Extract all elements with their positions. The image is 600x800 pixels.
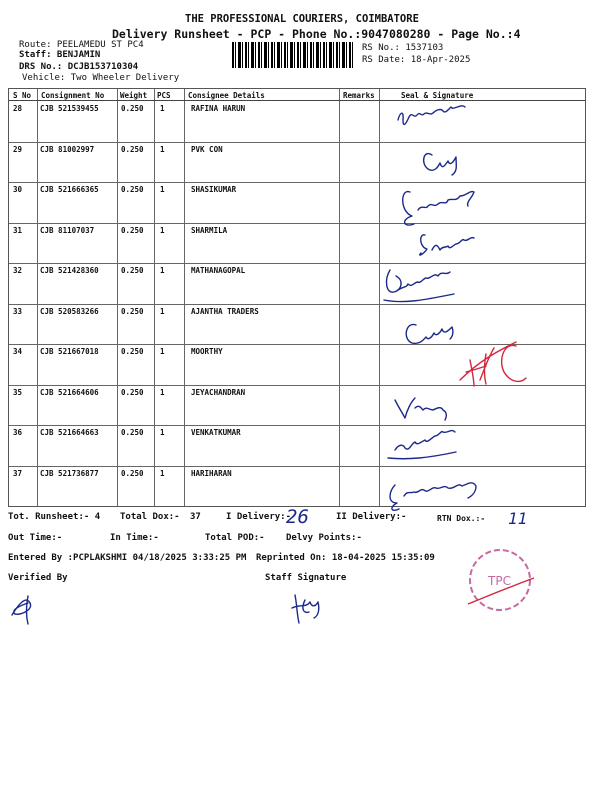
i-delivery-label: I Delivery:- bbox=[226, 512, 292, 522]
row-consignment: CJB 521428360 bbox=[40, 266, 99, 275]
staff-label: Staff: BENJAMIN bbox=[19, 50, 101, 60]
signature-33 bbox=[406, 324, 453, 343]
row-consignee: VENKATKUMAR bbox=[191, 428, 241, 437]
row-sno: 36 bbox=[13, 428, 23, 437]
verified-by-label: Verified By bbox=[8, 573, 68, 583]
row-sno: 32 bbox=[13, 266, 23, 275]
row-consignment: CJB 81002997 bbox=[40, 144, 95, 154]
tpc-stamp bbox=[460, 540, 540, 620]
row-sno: 30 bbox=[13, 185, 23, 194]
col-weight: Weight bbox=[120, 91, 148, 100]
row-weight: 0.250 bbox=[121, 144, 144, 154]
row-weight: 0.250 bbox=[121, 185, 144, 194]
company-title: THE PROFESSIONAL COURIERS, COIMBATORE bbox=[185, 13, 419, 25]
row-weight: 0.250 bbox=[121, 347, 144, 356]
row-weight: 0.250 bbox=[121, 428, 144, 437]
col-pcs: PCS bbox=[157, 91, 171, 100]
row-consignment: CJB 81107037 bbox=[40, 225, 95, 235]
row-sno: 29 bbox=[13, 144, 23, 154]
staff-handwritten-signature bbox=[292, 595, 319, 623]
i-delivery-handwritten: 26 bbox=[286, 506, 309, 528]
col-details: Consignee Details bbox=[188, 91, 265, 100]
signature-37 bbox=[390, 483, 476, 510]
row-consignment: CJB 521664606 bbox=[40, 387, 99, 397]
row-consignee: SHARMILA bbox=[191, 225, 228, 235]
total-dox-value: 37 bbox=[190, 512, 201, 522]
signature-29 bbox=[424, 154, 457, 175]
row-weight: 0.250 bbox=[121, 387, 144, 397]
row-consignment: CJB 521664663 bbox=[40, 428, 99, 437]
delvy-points: Delvy Points:- bbox=[286, 533, 362, 543]
rtn-dox-label: RTN Dox.:- bbox=[437, 514, 486, 523]
row-consignee: SHASIKUMAR bbox=[191, 185, 237, 194]
staff-signature-label: Staff Signature bbox=[265, 573, 347, 583]
row-pcs: 1 bbox=[160, 144, 165, 154]
row-consignee: RAFINA HARUN bbox=[191, 104, 246, 113]
verified-signature bbox=[12, 596, 31, 624]
col-seal: Seal & Signature bbox=[401, 91, 474, 100]
row-sno: 33 bbox=[13, 306, 23, 316]
row-consignee: PVK CON bbox=[191, 144, 223, 154]
out-time: Out Time:- bbox=[8, 533, 63, 543]
row-pcs: 1 bbox=[160, 468, 165, 478]
row-consignment: CJB 521736877 bbox=[40, 468, 99, 478]
row-weight: 0.250 bbox=[121, 104, 144, 113]
signature-35 bbox=[395, 398, 446, 420]
vehicle-label: Vehicle: Two Wheeler Delivery bbox=[22, 73, 180, 83]
drs-number: DRS No.: DCJB153710304 bbox=[19, 62, 139, 72]
row-pcs: 1 bbox=[160, 225, 165, 235]
row-consignment: CJB 521667018 bbox=[40, 347, 99, 356]
col-sno: S No bbox=[13, 91, 32, 100]
row-sno: 35 bbox=[13, 387, 23, 397]
row-consignment: CJB 521666365 bbox=[40, 185, 99, 194]
ii-delivery-label: II Delivery:- bbox=[336, 512, 407, 522]
total-pod: Total POD:- bbox=[205, 533, 265, 543]
row-pcs: 1 bbox=[160, 428, 165, 437]
row-sno: 37 bbox=[13, 468, 23, 478]
in-time: In Time:- bbox=[110, 533, 159, 543]
stamp-text: TPC bbox=[488, 574, 511, 588]
total-dox-label: Total Dox:- bbox=[120, 512, 180, 522]
signature-36 bbox=[388, 431, 456, 459]
row-weight: 0.250 bbox=[121, 306, 144, 316]
signature-32 bbox=[384, 270, 454, 302]
rtn-handwritten: 11 bbox=[508, 509, 528, 528]
tot-runsheet: Tot. Runsheet:- 4 bbox=[8, 512, 101, 522]
row-weight: 0.250 bbox=[121, 468, 144, 478]
row-pcs: 1 bbox=[160, 104, 165, 113]
row-consignment: CJB 521539455 bbox=[40, 104, 99, 113]
rs-date: RS Date: 18-Apr-2025 bbox=[362, 55, 471, 65]
row-pcs: 1 bbox=[160, 387, 165, 397]
reprinted-on: Reprinted On: 18-04-2025 15:35:09 bbox=[256, 553, 435, 563]
row-consignee: MATHANAGOPAL bbox=[191, 266, 246, 275]
row-pcs: 1 bbox=[160, 185, 165, 194]
col-consignment: Consignment No bbox=[41, 91, 105, 100]
row-pcs: 1 bbox=[160, 306, 165, 316]
signature-28 bbox=[398, 106, 465, 125]
route-label: Route: PEELAMEDU ST PC4 bbox=[19, 40, 144, 50]
row-consignment: CJB 520583266 bbox=[40, 306, 99, 316]
row-pcs: 1 bbox=[160, 266, 165, 275]
col-remarks: Remarks bbox=[343, 91, 375, 100]
row-consignee: JEYACHANDRAN bbox=[191, 387, 246, 397]
row-consignee: HARIHARAN bbox=[191, 468, 232, 478]
rs-number: RS No.: 1537103 bbox=[362, 43, 444, 53]
signature-31 bbox=[420, 235, 474, 255]
row-sno: 34 bbox=[13, 347, 23, 356]
entered-by: Entered By :PCPLAKSHMI 04/18/2025 3:33:25 PM bbox=[8, 553, 247, 563]
row-pcs: 1 bbox=[160, 347, 165, 356]
row-weight: 0.250 bbox=[121, 266, 144, 275]
row-sno: 31 bbox=[13, 225, 23, 235]
signature-30 bbox=[403, 192, 474, 226]
runsheet-subtitle: Delivery Runsheet - PCP - Phone No.:9047080280 - Page No.:4 bbox=[112, 27, 521, 41]
row-consignee: MOORTHY bbox=[191, 347, 223, 356]
row-weight: 0.250 bbox=[121, 225, 144, 235]
red-hc-mark bbox=[460, 342, 526, 386]
row-sno: 28 bbox=[13, 104, 23, 113]
row-consignee: AJANTHA TRADERS bbox=[191, 306, 259, 316]
